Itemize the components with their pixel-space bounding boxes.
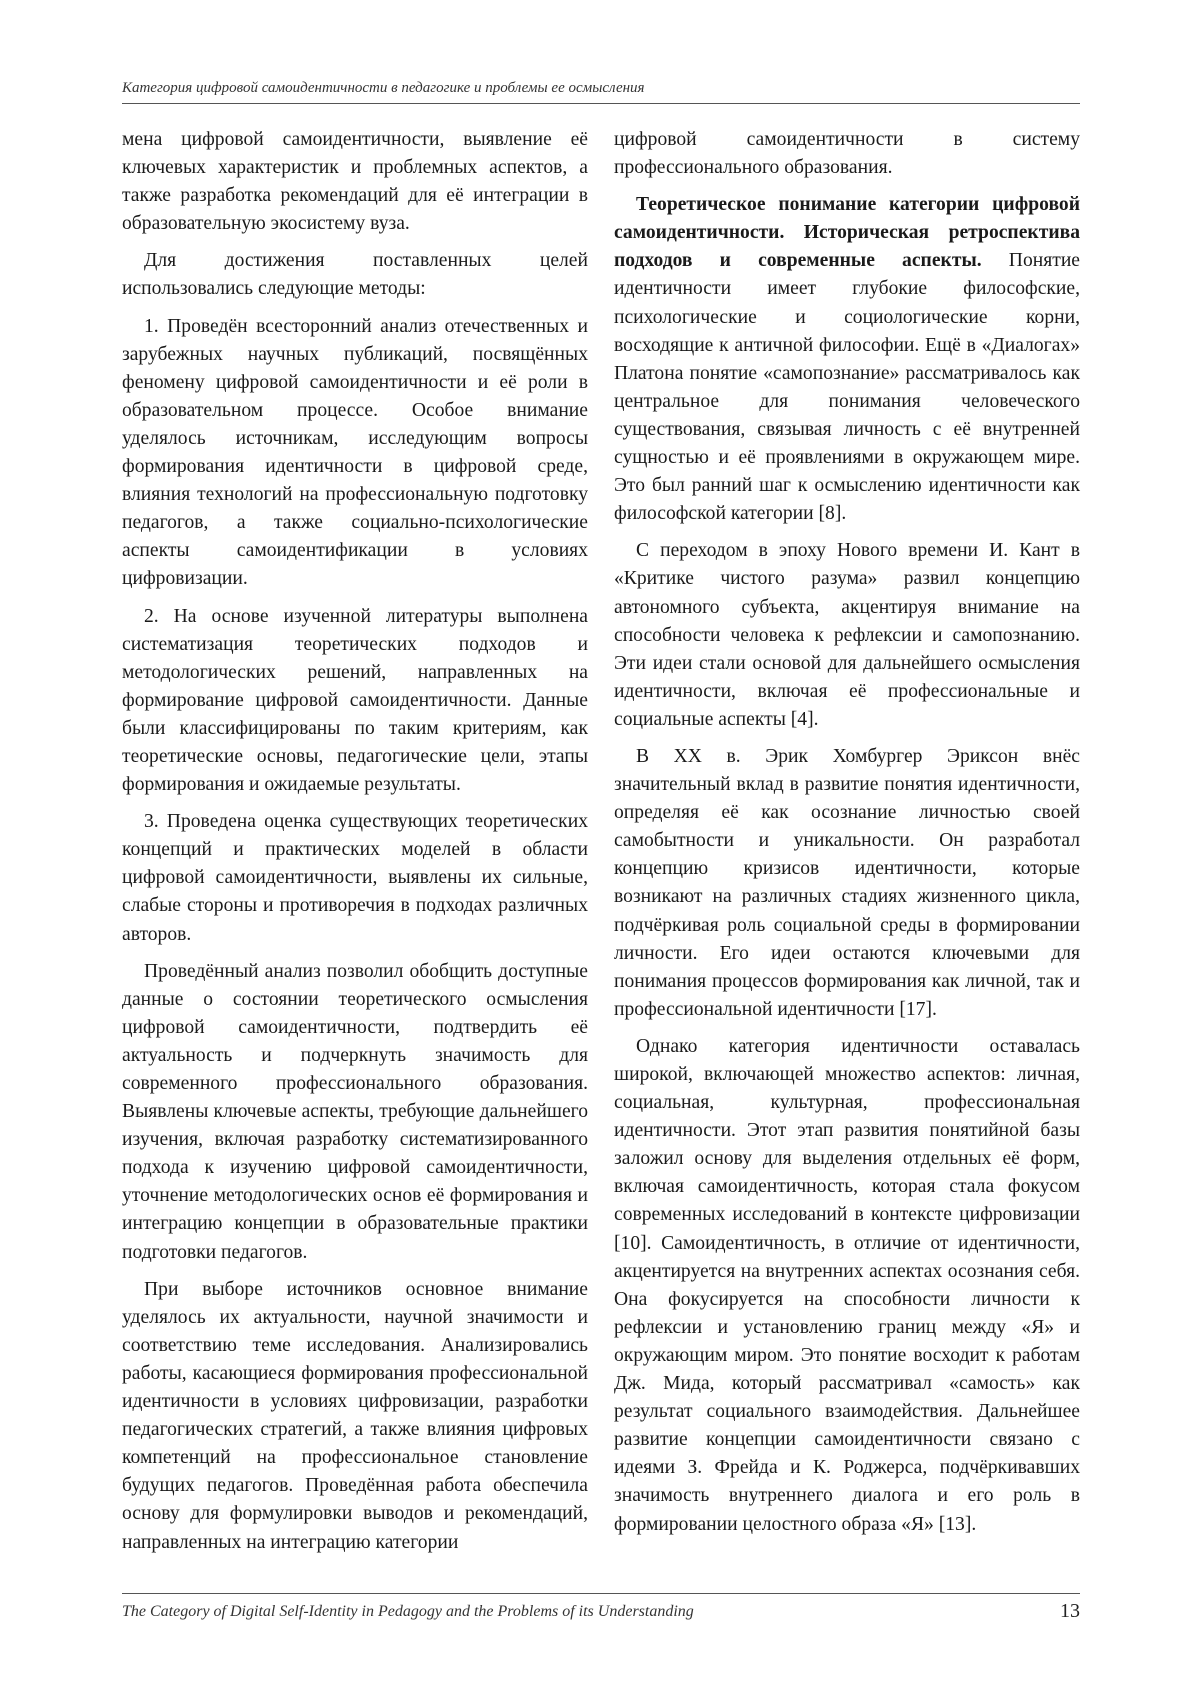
- right-paragraph-erikson: В XX в. Эрик Хомбургер Эриксон внёс значительный вклад в развитие понятия идентичности, определяя её как осознание личностью своей самобытности и уникальности. Он разработал концепцию кризисов идентичности, которые возникают на различных стадиях жизненного цикла, подчёркивая роль социальной среды в формировании личности. Его идеи остаются ключевыми для понимания процессов формирования как личной, так и профессиональной идентичности [17].: [614, 745, 1080, 1020]
- right-paragraph-kant: С переходом в эпоху Нового времени И. Кант в «Критике чистого разума» развил концепцию автономного субъекта, акцентируя внимание на способности человека к рефлексии и самопознанию. Эти идеи стали основой для дальнейшего осмысления идентичности, включая её профессиональные и социальные аспекты [4].: [614, 540, 1080, 730]
- footer-divider: [122, 1593, 1080, 1594]
- section-heading: Теоретическое понимание категории цифровой самоидентичности. Историческая ретроспектива подходов и современные аспекты.: [614, 194, 1080, 272]
- left-column: [122, 126, 588, 1566]
- left-paragraph-analysis: Проведённый анализ позволил обобщить доступные данные о состоянии теоретического осмысления цифровой самоидентичности, подтвердить её актуальность и подчеркнуть значимость для современного профессионального образования. Выявлены ключевые аспекты, требующие дальнейшего изучения, включая разработку систематизированного подхода к изучению цифровой самоидентичности, уточнение методологических основ её формирования и интеграцию концепции в образовательные практики подготовки педагогов.: [122, 960, 588, 1263]
- right-column: [614, 126, 1080, 1548]
- running-header-title: Категория цифровой самоидентичности в педагогике и проблемы ее осмысления: [122, 80, 645, 96]
- header-divider: [122, 103, 1080, 104]
- method-item-2: 2. На основе изученной литературы выполнена систематизация теоретических подходов и методологических решений, направленных на формирование цифровой самоидентичности. Данные были классифицированы по таким критериям, как теоретические основы, педагогические цели, этапы формирования и ожидаемые результаты.: [122, 605, 588, 796]
- method-item-3: 3. Проведена оценка существующих теоретических концепций и практических моделей в области цифровой самоидентичности, выявлены их сильные, слабые стороны и противоречия в подходах различных авторов.: [122, 811, 588, 945]
- section-intro-text: Понятие идентичности имеет глубокие философские, психологические и социологические корни, восходящие к античной философии. Ещё в «Диалогах» Платона понятие «самопознание» рассматривалось как центральное для понимания человеческого существования, связывая личность с её внутренней сущностью и её проявлениями в окружающем мире. Это был ранний шаг к осмыслению идентичности как философской категории [8].: [614, 250, 1080, 525]
- page-number: 13: [1060, 1600, 1080, 1622]
- left-paragraph-2: Для достижения поставленных целей использовались следующие методы:: [122, 250, 588, 300]
- method-item-1: 1. Проведён всесторонний анализ отечественных и зарубежных научных публикаций, посвящённых феномену цифровой самоидентичности и её роли в образовательном процессе. Особое внимание уделялось источникам, исследующим вопросы формирования идентичности в цифровой среде, влияния технологий на профессиональную подготовку педагогов, а также социально-психологические аспекты самоидентификации в условиях цифровизации.: [122, 315, 588, 590]
- running-footer-title: The Category of Digital Self-Identity in Pedagogy and the Problems of its Understanding: [122, 1603, 694, 1620]
- right-paragraph-1: цифровой самоидентичности в систему профессионального образования.: [614, 129, 1080, 179]
- section-paragraph: [614, 191, 1080, 528]
- left-paragraph-sources: При выборе источников основное внимание уделялось их актуальности, научной значимости и соответствию теме исследования. Анализировались работы, касающиеся формирования профессиональной идентичности в условиях цифровизации, разработки педагогических стратегий, а также влияния цифровых компетенций на профессиональное становление будущих педагогов. Проведённая работа обеспечила основу для формулировки выводов и рекомендаций, направленных на интеграцию категории: [122, 1278, 588, 1553]
- left-paragraph-1: мена цифровой самоидентичности, выявление её ключевых характеристик и проблемных аспектов, а также разработка рекомендаций для её интеграции в образовательную экосистему вуза.: [122, 129, 588, 235]
- right-paragraph-self-identity: Однако категория идентичности оставалась широкой, включающей множество аспектов: личная, социальная, культурная, профессиональная идентичности. Этот этап развития понятийной базы заложил основу для выделения отдельных её форм, включая самоидентичность, которая стала фокусом современных исследований в контексте цифровизации [10]. Самоидентичность, в отличие от идентичности, акцентируется на внутренних аспектах осознания себя. Она фокусируется на способности личности к рефлексии и установлению границ между «Я» и окружающим миром. Это понятие восходит к работам Дж. Мида, который рассматривал «самость» как результат социального взаимодействия. Дальнейшее развитие концепции самоидентичности связано с идеями З. Фрейда и К. Роджерса, подчёркивавших значимость внутреннего диалога и его роль в формировании целостного образа «Я» [13].: [614, 1035, 1080, 1535]
